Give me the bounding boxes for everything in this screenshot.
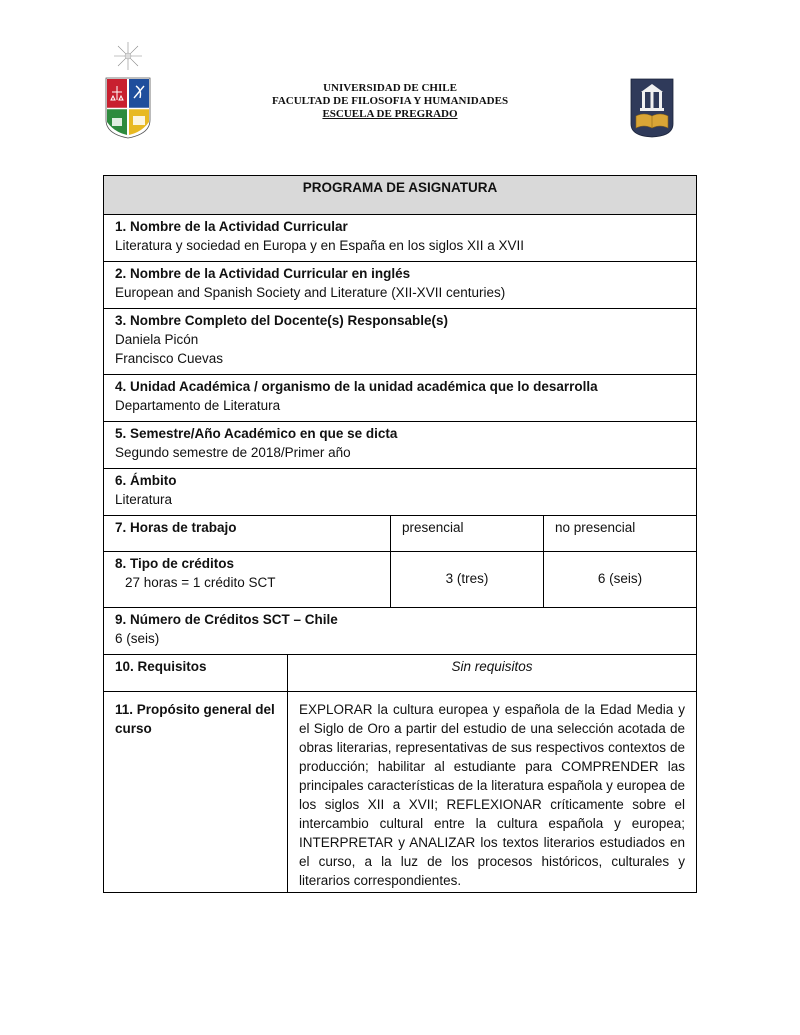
section-8 xyxy=(104,552,697,608)
university-shield-icon xyxy=(104,40,152,140)
section-1-label: 1. Nombre de la Actividad Curricular xyxy=(115,219,348,234)
institution-heading xyxy=(240,82,540,121)
section-1 xyxy=(104,215,697,262)
document-header xyxy=(0,0,800,160)
section-7 xyxy=(104,516,697,552)
section-11-label: 11. Propósito general del curso xyxy=(115,702,275,736)
section-5-label: 5. Semestre/Año Académico en que se dicta xyxy=(115,426,398,441)
program-title-row xyxy=(104,176,697,215)
section-9 xyxy=(104,608,697,655)
section-6 xyxy=(104,469,697,516)
faculty-name: FACULTAD DE FILOSOFIA Y HUMANIDADES xyxy=(271,95,509,107)
section-4-value: Departamento de Literatura xyxy=(115,398,281,413)
section-6-value: Literatura xyxy=(115,492,173,507)
presencial-credits: 3 (tres) xyxy=(391,552,544,608)
section-10-label: 10. Requisitos xyxy=(115,659,207,674)
section-4 xyxy=(104,375,697,422)
credit-equivalence-note: 27 horas = 1 crédito SCT xyxy=(125,575,276,590)
section-9-label: 9. Número de Créditos SCT – Chile xyxy=(115,612,338,627)
school-name: ESCUELA DE PREGRADO xyxy=(322,108,458,120)
section-5-value: Segundo semestre de 2018/Primer año xyxy=(115,445,351,460)
section-9-value: 6 (seis) xyxy=(115,631,160,646)
section-6-label: 6. Ámbito xyxy=(115,473,177,488)
section-10-value: Sin requisitos xyxy=(288,655,697,692)
section-5 xyxy=(104,422,697,469)
section-4-label: 4. Unidad Académica / organismo de la unidad académica que lo desarrolla xyxy=(115,379,598,394)
section-2-value: European and Spanish Society and Literature (XII-XVII centuries) xyxy=(115,285,506,300)
section-8-label: 8. Tipo de créditos xyxy=(115,556,235,571)
no-presencial-credits: 6 (seis) xyxy=(544,552,697,608)
section-2 xyxy=(104,262,697,309)
university-name: UNIVERSIDAD DE CHILE xyxy=(323,82,457,94)
no-presencial-header: no presencial xyxy=(544,516,697,552)
section-7-label: 7. Horas de trabajo xyxy=(115,520,237,535)
section-11-value: EXPLORAR la cultura europea y española de la Edad Media y el Siglo de Oro a partir del estudio de una selección acotada de obras literarias, representativas de sus respectivos contextos de producción; habilitar al estudiante para COMPRENDER las principales características de la literatura española y europea de los siglos XII a XVII; REFLEXIONAR críticamente sobre el intercambio cultural entre la cultura española y europea; INTERPRETAR y ANALIZAR los textos literarios estudiados en el curso, a la luz de los procesos históricos, culturales y literarios correspondientes. xyxy=(288,692,697,893)
presencial-header: presencial xyxy=(391,516,544,552)
program-title: PROGRAMA DE ASIGNATURA xyxy=(104,176,697,215)
program-table xyxy=(103,175,697,893)
section-1-value: Literatura y sociedad en Europa y en España en los siglos XII a XVII xyxy=(115,238,524,253)
teacher-name-2: Francisco Cuevas xyxy=(115,351,224,366)
section-10 xyxy=(104,655,697,692)
section-3-label: 3. Nombre Completo del Docente(s) Responsable(s) xyxy=(115,313,449,328)
section-2-label: 2. Nombre de la Actividad Curricular en inglés xyxy=(115,266,411,281)
section-3 xyxy=(104,309,697,375)
section-11 xyxy=(104,692,697,893)
book-emblem-icon xyxy=(630,78,674,138)
teacher-name-1: Daniela Picón xyxy=(115,332,199,347)
